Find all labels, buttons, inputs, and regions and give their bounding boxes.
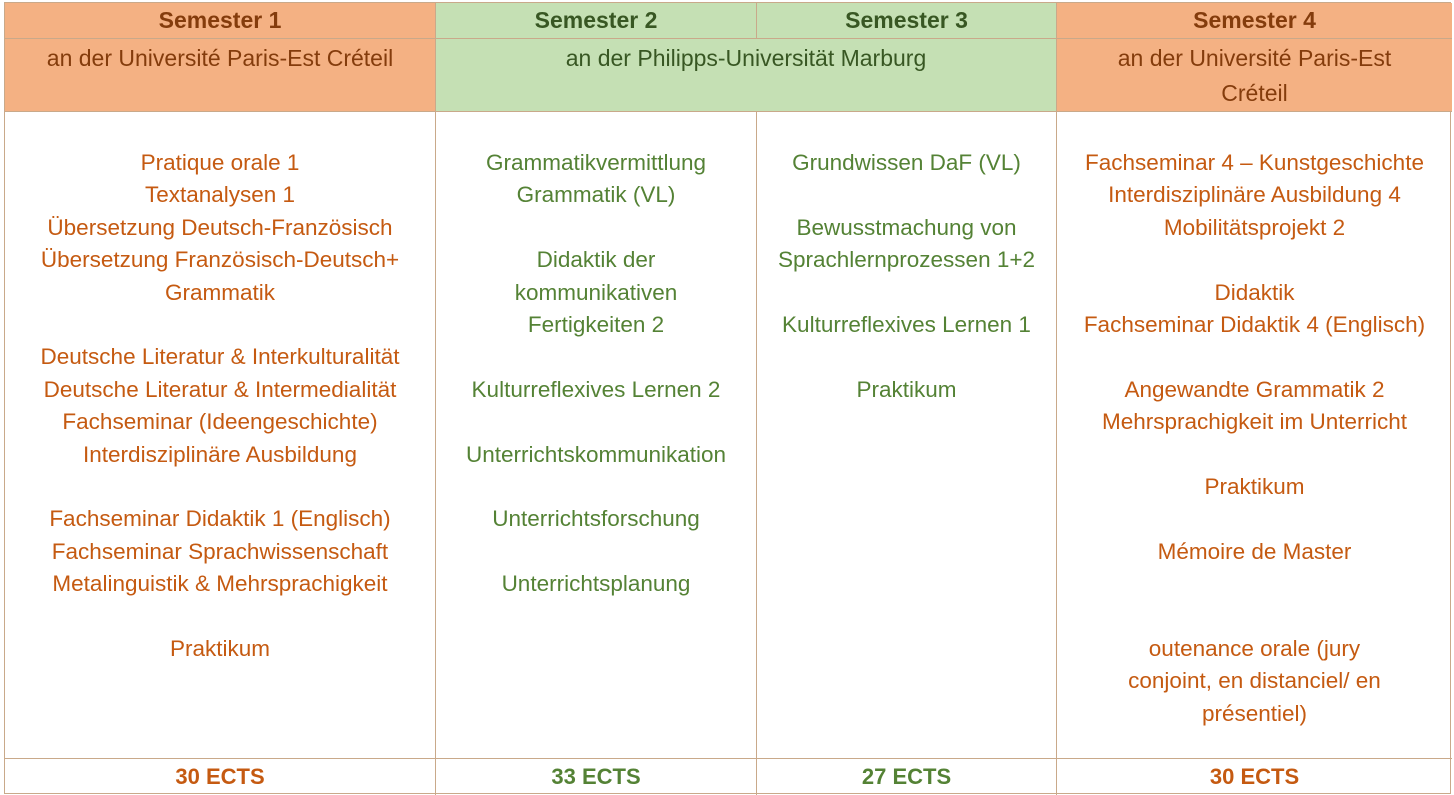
spacer — [436, 471, 756, 503]
spacer — [757, 277, 1056, 309]
course-item: conjoint, en distanciel/ en — [1128, 668, 1381, 694]
semester-4-header: Semester 4 — [1056, 3, 1452, 39]
spacer — [436, 406, 756, 438]
spacer — [436, 536, 756, 568]
semester-1-location: an der Université Paris-Est Créteil — [5, 39, 435, 112]
course-item: Übersetzung Deutsch-Französisch — [47, 214, 393, 240]
course-item: Praktikum — [169, 636, 271, 662]
course-item: Fachseminar Sprachwissenschaft — [51, 538, 389, 564]
semester-1-courses — [5, 112, 435, 758]
course-item: Unterrichtskommunikation — [465, 441, 727, 467]
semester-2-courses — [435, 112, 756, 758]
course-item: présentiel) — [1201, 700, 1308, 726]
semester-4-ects: 30 ECTS — [1056, 758, 1452, 795]
spacer — [757, 341, 1056, 373]
semester-1-ects: 30 ECTS — [5, 758, 435, 795]
course-item: Fachseminar Didaktik 1 (Englisch) — [49, 506, 391, 532]
course-item: Didaktik — [1214, 279, 1295, 305]
course-item: Grammatik — [164, 279, 275, 305]
spacer — [5, 601, 435, 633]
course-item: Deutsche Literatur & Intermedialität — [43, 376, 397, 402]
spacer — [1057, 341, 1452, 373]
course-item: Deutsche Literatur & Interkulturalität — [40, 344, 400, 370]
spacer — [5, 309, 435, 341]
spacer — [757, 179, 1056, 211]
semester-3-ects: 27 ECTS — [756, 758, 1056, 795]
course-item: Metalinguistik & Mehrsprachigkeit — [52, 571, 388, 597]
semester-4-location-line2: Créteil — [1221, 80, 1288, 106]
spacer — [1057, 244, 1452, 276]
course-item: Textanalysen 1 — [144, 182, 296, 208]
course-item: Angewandte Grammatik 2 — [1124, 376, 1385, 402]
semester-2-header: Semester 2 — [435, 3, 756, 39]
semester-table — [4, 2, 1451, 794]
semester-3-header: Semester 3 — [756, 3, 1056, 39]
course-item: Kulturreflexives Lernen 1 — [782, 312, 1031, 337]
spacer — [5, 471, 435, 503]
course-item: Sprachlernprozessen 1+2 — [777, 247, 1036, 273]
course-item: kommunikativen — [514, 279, 678, 305]
course-item: Fachseminar 4 – Kunstgeschichte — [1085, 150, 1424, 175]
course-item: Interdisziplinäre Ausbildung — [83, 441, 357, 467]
semester-2-3-location: an der Philipps-Universität Marburg — [435, 39, 1056, 112]
course-item: Praktikum — [856, 376, 957, 402]
course-item: Grundwissen DaF (VL) — [792, 150, 1021, 175]
course-item: Praktikum — [1204, 474, 1305, 500]
spacer — [1057, 439, 1452, 471]
semester-2-ects: 33 ECTS — [435, 758, 756, 795]
course-item: Mobilitätsprojekt 2 — [1163, 214, 1346, 240]
course-item: Fertigkeiten 2 — [527, 312, 665, 338]
semester-4-courses — [1056, 112, 1452, 758]
course-item: Kulturreflexives Lernen 2 — [471, 376, 721, 402]
spacer — [1057, 568, 1452, 600]
course-item: Bewusstmachung von — [796, 214, 1017, 240]
course-item: Fachseminar (Ideengeschichte) — [62, 409, 378, 435]
course-item: Fachseminar Didaktik 4 (Englisch) — [1083, 312, 1426, 338]
course-item: Pratique orale 1 — [140, 150, 300, 175]
course-item: Grammatik (VL) — [516, 182, 676, 208]
course-item: Mehrsprachigkeit im Unterricht — [1101, 409, 1408, 435]
semester-4-location-line1: an der Université Paris-Est — [1117, 45, 1392, 71]
spacer — [436, 212, 756, 244]
course-item: outenance orale (jury — [1148, 636, 1361, 661]
course-item: Interdisziplinäre Ausbildung 4 — [1108, 182, 1401, 208]
spacer — [1057, 601, 1452, 633]
course-item: Unterrichtsforschung — [492, 506, 700, 532]
course-item: Didaktik der — [536, 247, 656, 273]
spacer — [1057, 503, 1452, 535]
semester-3-courses — [756, 112, 1056, 758]
course-item: Mémoire de Master — [1157, 538, 1352, 564]
semester-1-header: Semester 1 — [5, 3, 435, 39]
course-item: Übersetzung Französisch-Deutsch+ — [40, 247, 400, 273]
course-item: Grammatikvermittlung — [485, 150, 707, 175]
course-item: Unterrichtsplanung — [501, 571, 691, 597]
semester-4-location — [1056, 39, 1452, 112]
spacer — [436, 341, 756, 373]
